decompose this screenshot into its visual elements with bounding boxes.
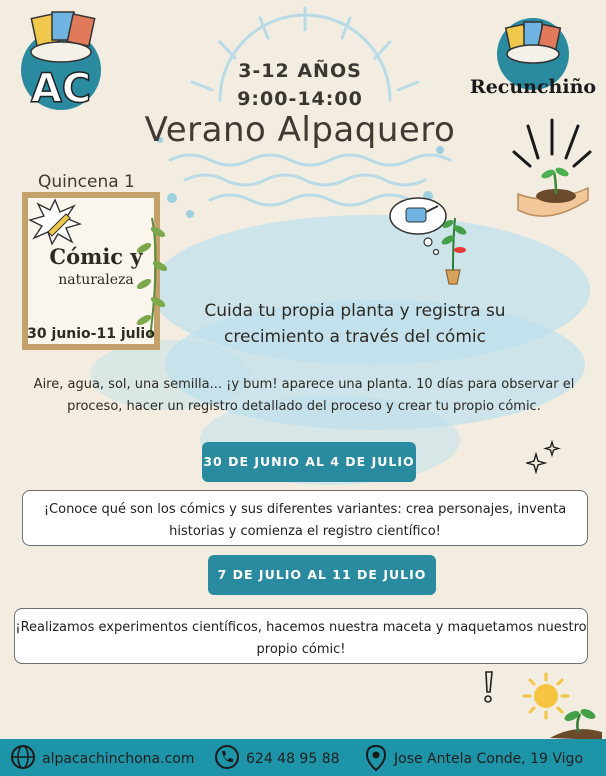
recunchino-logo xyxy=(468,16,598,120)
phone-icon xyxy=(214,744,240,770)
event-info xyxy=(200,57,400,113)
phone-number[interactable]: 624 48 95 88 xyxy=(246,751,340,767)
quincena-label: Quincena 1 xyxy=(38,172,135,192)
watering-can-thought-illustration xyxy=(388,190,484,286)
week-2-description: ¡Realizamos experimentos científicos, hacemos nuestra maceta y maquetamos nuestro propio cómic! xyxy=(14,608,588,664)
page-title: Verano Alpaquero xyxy=(144,110,456,150)
tagline: Cuida tu propia planta y registra su crecimiento a través del cómic xyxy=(204,301,506,347)
recunchino-logo-text: Recunchiño xyxy=(469,76,597,98)
card-dates: 30 junio-11 julio xyxy=(27,326,155,342)
age-range: 3-12 AÑOS xyxy=(238,60,362,82)
week-1-description: ¡Conoce qué son los cómics y sus diferentes variantes: crea personajes, inventa historias y comienza el registro científico! xyxy=(22,490,588,546)
card-subtitle: naturaleza xyxy=(58,272,134,288)
ac-logo-text: AC xyxy=(30,66,92,112)
globe-icon xyxy=(10,744,36,770)
description: Aire, agua, sol, una semilla... ¡y bum! aparece una planta. 10 días para observar el proceso, hacer un registro detallado del proceso y crear tu propio cómic. xyxy=(33,377,575,414)
address-link[interactable]: Jose Antela Conde, 19 Vigo xyxy=(394,751,584,767)
website-link[interactable]: alpacachinchona.com xyxy=(42,751,195,767)
hand-sprout-illustration xyxy=(508,118,596,228)
ac-logo xyxy=(16,8,106,112)
card-title: Cómic y xyxy=(49,244,143,269)
location-pin-icon xyxy=(364,744,388,772)
schedule-hours: 9:00-14:00 xyxy=(237,88,363,110)
week-1-dates-badge: 30 DE JUNIO AL 4 DE JULIO xyxy=(202,442,416,482)
seedling-icon xyxy=(548,704,602,740)
exclamation-icon xyxy=(478,670,498,704)
pencil-burst-icon xyxy=(28,198,82,246)
week-2-dates-badge: 7 DE JULIO AL 11 DE JULIO xyxy=(208,555,436,595)
sparkles-icon xyxy=(526,440,562,476)
